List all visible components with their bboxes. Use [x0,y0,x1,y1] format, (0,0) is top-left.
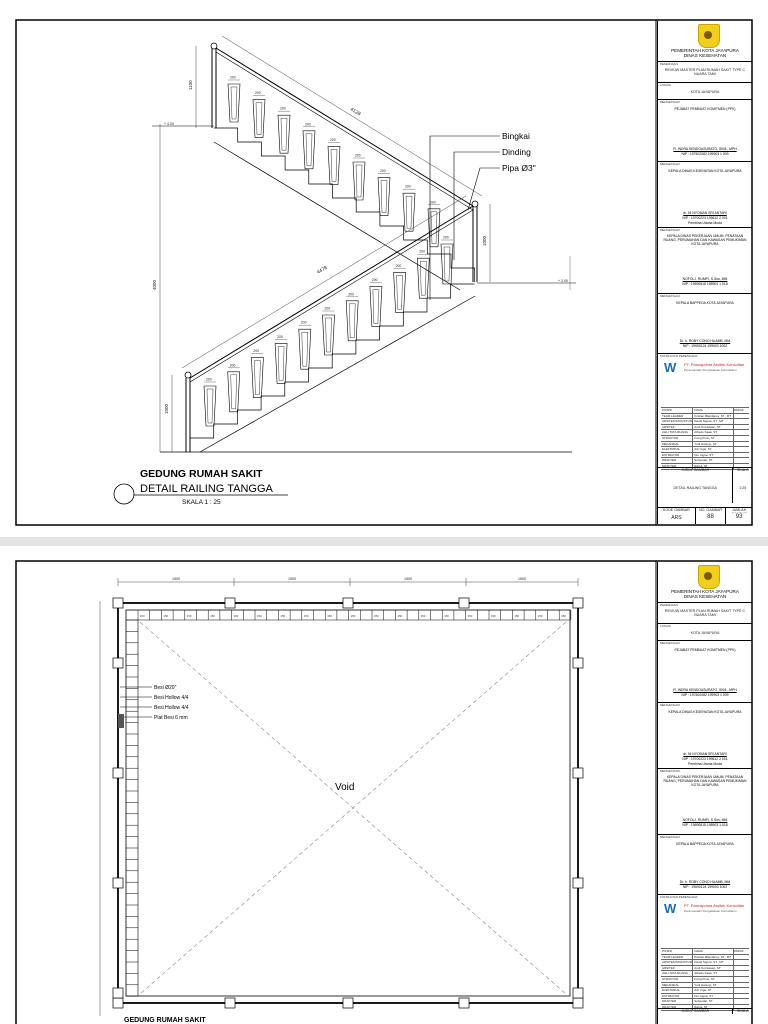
titleblock-sheet-2 [657,562,752,1024]
personil-nama: Yudi Harsojo, ST [693,442,734,447]
baluster-spacing-label: 200 [371,278,378,283]
personil-posisi: DRAFTER [661,464,693,469]
baluster-inner [349,304,355,338]
baluster-spacing-label: 200 [330,137,336,142]
personil-nama: Yudi Harsojo, ST [693,983,734,988]
bappeda-nip: NIP : 19690124 199003 1002 [682,885,728,889]
top-dim-label: 1500 [404,577,412,581]
pipa-label: Pipa Ø3" [502,163,536,173]
baluster-spacing-label: 200 [253,349,260,354]
jumlah-value: 93 [725,513,752,524]
baluster-panel [378,178,390,216]
lower-stair-flight [190,236,475,453]
dinding-label: Dinding [502,147,531,157]
baluster-panel [278,115,290,153]
kadis-rank: Pembina Utama Muda [688,221,722,225]
personil-nama: Irving Pinto, ST [693,977,734,982]
baluster-panel [299,329,311,369]
judul-gambar: DETAIL RAILING TANGGA [673,486,717,490]
ppk-name: R. INDRA KENDOASURATO, SKM., MPH [673,688,737,692]
bottom-post-square [225,998,235,1008]
bappeda-title: KEPALA BAPPEDA KOTA JAYAPURA [676,842,734,846]
baluster-inner [256,103,262,135]
personil-posisi: AHLI TATA RUANG [661,971,693,976]
baluster-spacing-label: 200 [229,363,236,368]
personil-nama: Ratna, ST [693,464,734,469]
top-cell-label: 150 [140,614,145,618]
baluster-inner [254,361,260,395]
building-title-2: GEDUNG RUMAH SAKIT [124,1017,206,1024]
personil-posisi: STRUKTUR [661,436,693,441]
baluster-inner [406,196,412,228]
personil-posisi: TEAM LEADER [661,414,693,419]
personil-nama: Suhendar, ST [693,458,734,463]
baluster-panel [275,343,287,383]
railing-posts [113,598,583,1008]
baluster-inner [444,247,450,281]
top-cell-label: 150 [561,614,566,618]
konsultan-name: PT. Pancaprima Arsitek Konsultan [684,362,745,367]
top-post-square [343,598,353,608]
org-line-1: PEMERINTAH KOTA JAYAPURA [671,48,739,53]
bottom-post-square [459,998,469,1008]
baluster-inner [331,149,337,181]
consultant-w-icon: W [664,360,677,375]
dim-1000-label: 1000 [164,403,169,414]
right-post-square [573,658,583,668]
mengetahui-label-4: MENGETAHUI [660,835,680,839]
header-paraf: PARAF [733,949,744,953]
ppk-nip: NIP : 197502082 199903 1 009 [681,152,729,156]
org-line-2: DINAS KESEHATAN [683,594,727,600]
bappeda-name: Dr. h. ROBY CONO HUAMB, MM [679,880,731,884]
kadis-nip: NIP : 19700223 199612 2 001 [682,216,728,220]
pekerjaan-label: PEKERJAAN [660,603,678,607]
top-dim-label: 1500 [288,577,296,581]
personil-posisi: ARSITEK [661,966,693,971]
baluster-panel [394,272,406,312]
personil-nama: Danel Sigura, ST., MT [693,960,734,965]
header-paraf: PARAF [733,408,744,412]
top-dim-label: 1500 [518,577,526,581]
right-post-square [573,768,583,778]
dim-upper-slope [222,36,482,196]
mengetahui-label: MENGETAHUI [660,641,680,645]
lokasi-value: KOTA JAYAPURA [690,631,720,635]
no-label: NO. GAMBAR [695,508,725,513]
baluster-spacing-label: 200 [380,169,386,174]
personil-table [661,407,749,470]
baluster-spacing-label: 200 [443,235,449,240]
konsultan-sub: Perencanaan Pengawasan Konsultansi [684,367,737,372]
bottom-post-cap [185,372,191,378]
baluster-inner [278,346,284,380]
baluster-panel [228,372,240,412]
sheet-border [16,20,752,525]
personil-table [661,948,749,1011]
personil-nama: Kristian Blandaney, ST., MT [693,955,734,960]
top-cell-label: 150 [350,614,356,618]
title-bubble [114,484,134,504]
consultant-logo [664,902,748,916]
baluster-inner [302,332,308,366]
left-post-square [113,878,123,888]
dim-4000-label: 4000 [152,279,157,290]
bappeda-nip: NIP : 19690124 199003 1002 [682,344,728,348]
top-cell-label: 150 [491,614,496,618]
baluster-spacing-label: 200 [277,334,283,339]
personil-posisi: TEAM LEADER [661,955,693,960]
top-cell-label: 150 [280,614,286,618]
top-post-square [459,598,469,608]
baluster-inner [306,134,312,166]
konsultan-sub: Perencanaan Pengawasan Konsultansi [684,908,737,913]
building-title: GEDUNG RUMAH SAKIT [140,468,263,480]
top-cell-label: 150 [420,614,426,618]
baluster-inner [231,375,237,409]
baluster-spacing-label: 200 [348,292,354,297]
personil-nama: Nur Ingrat, ST [693,453,734,458]
personil-nama: Alfredo Kaaa, ST [693,430,734,435]
bingkai-label: Bingkai [502,131,530,141]
personil-posisi: ESTIMATOR [661,994,693,999]
kadis-name: dr. NI NYOMAN SRI ANTARI [683,211,727,215]
dim-4478-label: 4478 [315,264,329,276]
dim-1000-landing-label: 1000 [482,235,487,246]
left-railing-cells [126,620,138,996]
personil-nama: Adi Yoga, ST [693,447,734,452]
mengetahui-label: MENGETAHUI [660,100,680,104]
baluster-panel [253,100,265,138]
dim-1100-label: 1100 [188,80,193,90]
pekerjaan-value: REVIUW MASTER PLAN RUMAH SAKIT TYPE C NUARA TAMI [664,609,746,618]
baluster-spacing-label: 200 [206,377,212,382]
skala-value: 1:25 [732,473,752,503]
mengetahui-label-3: MENGETAHUI [660,228,680,232]
pekerjaan-label: PEKERJAAN [660,62,678,66]
ppk-nip: NIP : 197502082 199903 1 009 [681,693,729,697]
baluster-spacing-label: 200 [230,75,236,80]
skala-label: SKALA [732,468,752,473]
plat-label: Plat Besi 6 mm [154,715,188,721]
hollow-a-label: Besi Hollow 4/4 [154,695,189,701]
void-railing-drawing [0,546,768,1024]
header-nama: NAMA [693,949,734,954]
baluster-inner [373,290,379,324]
drawing-sheet-2 [0,546,768,1024]
baluster-spacing-label: 200 [324,306,331,311]
plat-marker [118,714,124,728]
judul-label: JUDUL GAMBAR [681,1009,710,1013]
personil-posisi: DRAFTER [661,999,693,1004]
right-post-square [573,878,583,888]
bottom-post-square [343,998,353,1008]
void-outer-frame [118,603,578,1003]
left-post-square [113,768,123,778]
header-posisi: POSISI [661,949,693,954]
void-inner-frame [126,610,570,996]
baluster-inner [397,275,403,309]
baluster-spacing-label: 200 [419,249,425,254]
baluster-spacing-label: 200 [355,153,361,158]
kadis-name: dr. NI NYOMAN SRI ANTARI [683,752,727,756]
personil-posisi: ELEKTRIKAL [661,447,693,452]
baluster-inner [281,118,287,150]
personil-posisi: ESTIMATOR [661,453,693,458]
pupr-nip: NIP : 19690818 198903 1 018 [682,823,728,827]
scale-label: SKALA 1 : 25 [182,499,221,506]
bappeda-name: Dr. h. ROBY CONO HUAMB, MM [679,339,731,343]
top-cell-label: 150 [303,614,309,618]
personil-posisi: ARSITEK/STRUKTUR [662,960,693,965]
personil-nama: Ratna, ST [693,1005,734,1010]
pupr-nip: NIP : 19690818 198903 1 018 [682,282,728,286]
pekerjaan-value: REVIUW MASTER PLAN RUMAH SAKIT TYPE C NUARA TAMI [664,68,746,77]
personil-posisi: ELEKTRIKAL [661,988,693,993]
left-post-square [113,658,123,668]
jayapura-emblem-icon [698,24,720,48]
right-post-square [573,988,583,998]
baluster-panel [303,131,315,169]
baluster-panel [323,315,335,355]
top-post-square [225,598,235,608]
baluster-spacing-label: 200 [300,320,307,325]
konsultan-label: KONSULTAN PERENCANA [660,895,698,899]
personil-posisi: MEKANIKAL [661,983,693,988]
lower-handrail [190,206,473,378]
personil-posisi: ARSITEK [661,425,693,430]
bappeda-title: KEPALA BAPPEDA KOTA JAYAPURA [676,301,734,305]
mengetahui-label-4: MENGETAHUI [660,294,680,298]
baluster-spacing-label: 200 [255,91,261,96]
jayapura-emblem-icon [698,565,720,589]
consultant-w-icon: W [664,901,677,916]
baluster-spacing-label: 200 [395,263,402,268]
baluster-spacing-label: 200 [305,122,311,127]
left-post-square [113,988,123,998]
mid-level-label: + 2.00 [558,279,568,283]
baluster-panel [370,287,382,327]
mengetahui-label-3: MENGETAHUI [660,769,680,773]
baluster-panel [228,84,240,122]
lower-stair-steps [190,284,474,452]
personil-nama: Suhendar, ST [693,999,734,1004]
top-cell-label: 150 [210,614,215,618]
no-value: 88 [695,513,725,524]
top-railing-cells [138,610,571,620]
baluster-panel [417,258,429,298]
kadis-rank: Pembina Utama Muda [688,762,722,766]
mengetahui-label-2: MENGETAHUI [660,703,680,707]
top-cell-label: 150 [467,614,473,618]
personil-nama: Nur Ingrat, ST [693,994,734,999]
top-cell-label: 150 [444,614,449,618]
bottom-post-square [573,998,583,1008]
baluster-inner [381,181,387,213]
baluster-spacing-label: 200 [280,106,286,111]
pupr-title: KEPALA DINAS PEKERJAAN UMUM, PENATAAN RUANG, PERUMAHAN DAN KAWASAN PEMUKIMAN KOTA JAYAPURA [663,775,747,787]
baluster-panel [251,358,263,398]
jumlah-label: JUMLAH [725,508,752,513]
lokasi-value: KOTA JAYAPURA [690,90,720,94]
org-line-2: DINAS KESEHATAN [683,53,727,59]
top-cell-label: 150 [397,614,403,618]
top-post-square [573,598,583,608]
top-cell-label: 150 [514,614,520,618]
baluster-panel [353,162,365,200]
top-cell-label: 150 [374,614,379,618]
hollow-b-label: Besi Hollow 4/4 [154,705,189,711]
void-label: Void [335,782,355,793]
top-dim-label: 1500 [172,577,180,581]
baluster-panel [346,301,358,341]
header-posisi: POSISI [661,408,693,413]
mengetahui-label-2: MENGETAHUI [660,162,680,166]
konsultan-label: KONSULTAN PERENCANA [660,354,698,358]
top-cell-label: 150 [163,614,169,618]
kadis-title: KEPALA DINAS KESEHATAN KOTA JAYAPURA [668,169,742,173]
besi20-label: Besi Ø20" [154,685,177,691]
baluster-inner [231,87,237,119]
personil-nama: Andi Kurniawan, ST [693,425,734,430]
org-line-1: PEMERINTAH KOTA JAYAPURA [671,589,739,594]
personil-nama: Alfredo Kaaa, ST [693,971,734,976]
top-cell-label: 150 [257,614,262,618]
personil-posisi: ARSITEK/STRUKTUR [662,419,693,424]
personil-posisi: STRUKTUR [661,977,693,982]
top-cell-label: 150 [186,614,192,618]
detail-title: DETAIL RAILING TANGGA [140,483,273,495]
bingkai-leader [430,136,500,300]
baluster-inner [207,389,213,423]
top-cell-label: 150 [537,614,543,618]
baluster-panel [403,193,415,231]
personil-posisi: AHLI TATA RUANG [661,430,693,435]
lokasi-label: LOKASI [660,83,671,87]
konsultan-name: PT. Pancaprima Arsitek Konsultan [684,903,745,908]
kadis-title: KEPALA DINAS KESEHATAN KOTA JAYAPURA [668,710,742,714]
baluster-inner [326,318,332,352]
baluster-panel [204,386,216,426]
personil-posisi: MEKANIKAL [661,442,693,447]
kode-label: KODE GAMBAR [663,508,690,512]
top-cell-label: 150 [327,614,332,618]
lokasi-label: LOKASI [660,624,671,628]
header-nama: NAMA [693,408,734,413]
baluster-panel [328,146,340,184]
personil-nama: Andi Kurniawan, ST [693,966,734,971]
ppk-title: PEJABAT PEMBUAT KOMITMEN (PPK) [674,648,736,652]
top-post-square [113,598,123,608]
bottom-post-square [113,998,123,1008]
baluster-inner [356,165,362,197]
skala-label: SKALA [732,1009,752,1014]
upper-level-label: + 4.00 [164,122,174,126]
personil-posisi: DRAFTER [661,1005,693,1010]
kode-value: ARS [671,515,682,521]
page-gap [0,537,768,546]
personil-nama: Danel Sigura, ST., MT [693,419,734,424]
personil-nama: Adi Yoga, ST [693,988,734,993]
baluster-spacing-label: 200 [430,200,436,205]
titleblock-sheet-1 [657,21,752,524]
ppk-title: PEJABAT PEMBUAT KOMITMEN (PPK) [674,107,736,111]
top-cell-label: 150 [233,614,239,618]
personil-nama: Irving Pinto, ST [693,436,734,441]
top-dim-ticks [118,577,578,586]
dim-4128-label: 4128 [348,106,362,118]
personil-nama: Kristian Blandaney, ST., MT [693,414,734,419]
consultant-logo [664,361,748,375]
pupr-name: NOFOLJ. RUMPI, S.Sos, MM [682,277,728,281]
ppk-name: R. INDRA KENDOASURATO, SKM., MPH [673,147,737,151]
pupr-name: NOFOLJ. RUMPI, S.Sos, MM [682,818,728,822]
kadis-nip: NIP : 19700223 199612 2 001 [682,757,728,761]
pupr-title: KEPALA DINAS PEKERJAAN UMUM, PENATAAN RUANG, PERUMAHAN DAN KAWASAN PEMUKIMAN KOTA JAYAPURA [663,234,747,246]
baluster-spacing-label: 200 [405,184,411,189]
lower-stair-soffit [200,296,475,452]
judul-label: JUDUL GAMBAR [681,468,710,472]
personil-posisi: DRAFTER [661,458,693,463]
upper-stair-soffit [214,142,460,290]
